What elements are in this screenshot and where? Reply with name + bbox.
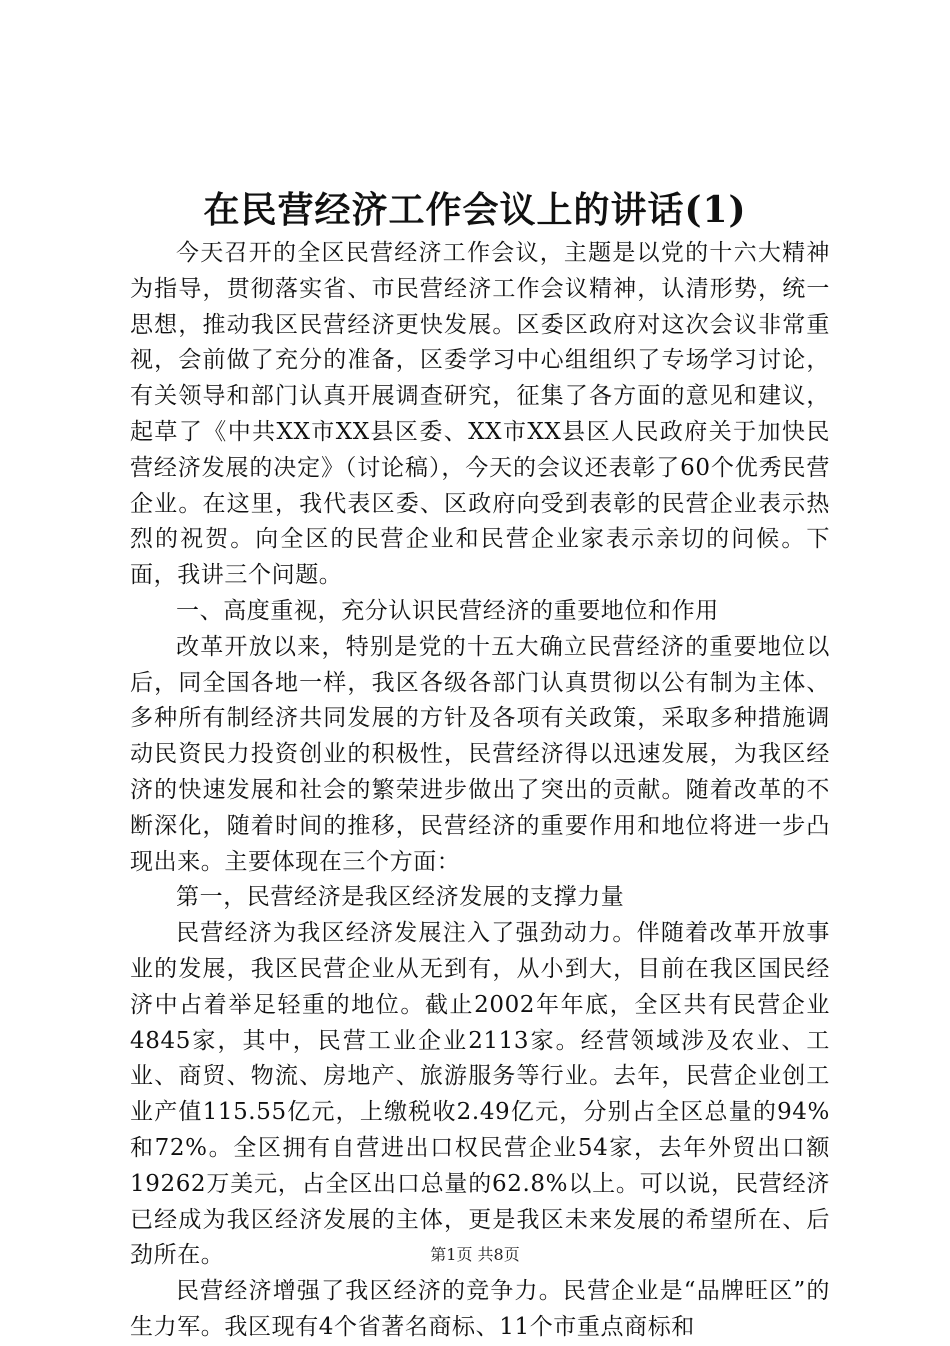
page-number-footer: 第1页 共8页	[430, 1245, 520, 1264]
section-heading-1: 一、高度重视，充分认识民营经济的重要地位和作用	[176, 597, 719, 624]
document-body	[130, 236, 830, 1346]
paragraph-reform: 改革开放以来，特别是党的十五大确立民营经济的重要地位以后，同全国各地一样，我区各级各部门认真贯彻以公有制为主体、多种所有制经济共同发展的方针及各项有关政策，采取多种措施调动民资民力投资创业的积极性，民营经济得以迅速发展，为我区经济的快速发展和社会的繁荣进步做出了突出的贡献。随着改革的不断深化，随着时间的推移，民营经济的重要作用和地位将进一步凸现出来。主要体现在三个方面：	[130, 633, 830, 875]
page-title: 在民营经济工作会议上的讲话(1)	[203, 189, 747, 231]
paragraph-opening: 今天召开的全区民营经济工作会议，主题是以党的十六大精神为指导，贯彻落实省、市民营经济工作会议精神，认清形势，统一思想，推动我区民营经济更快发展。区委区政府对这次会议非常重视，会前做了充分的准备，区委学习中心组组织了专场学习讨论，有关领导和部门认真开展调查研究，征集了各方面的意见和建议，起草了《中共XX市XX县区委、XX市XX县区人民政府关于加快民营经济发展的决定》（讨论稿），今天的会议还表彰了60个优秀民营企业。在这里，我代表区委、区政府向受到表彰的民营企业表示热烈的祝贺。向全区的民营企业和民营企业家表示亲切的问候。下面，我讲三个问题。	[130, 240, 830, 589]
paragraph-competitiveness: 民营经济增强了我区经济的竞争力。民营企业是“品牌旺区”的生力军。我区现有4个省著名商标、11个市重点商标和	[130, 1278, 830, 1340]
paragraph-driving-force: 民营经济为我区经济发展注入了强劲动力。伴随着改革开放事业的发展，我区民营企业从无到有，从小到大，目前在我区国民经济中占着举足轻重的地位。截止2002年年底，全区共有民营企业4845家，其中，民营工业企业2113家。经营领域涉及农业、工业、商贸、物流、房地产、旅游服务等行业。去年，民营企业创工业产值115.55亿元，上缴税收2.49亿元，分别占全区总量的94%和72%。全区拥有自营进出口权民营企业54家，去年外贸出口额19262万美元，占全区出口总量的62.8%以上。可以说，民营经济已经成为我区经济发展的主体，更是我区未来发展的希望所在、后劲所在。	[130, 920, 830, 1269]
subsection-heading-1: 第一，民营经济是我区经济发展的支撑力量	[176, 884, 625, 911]
